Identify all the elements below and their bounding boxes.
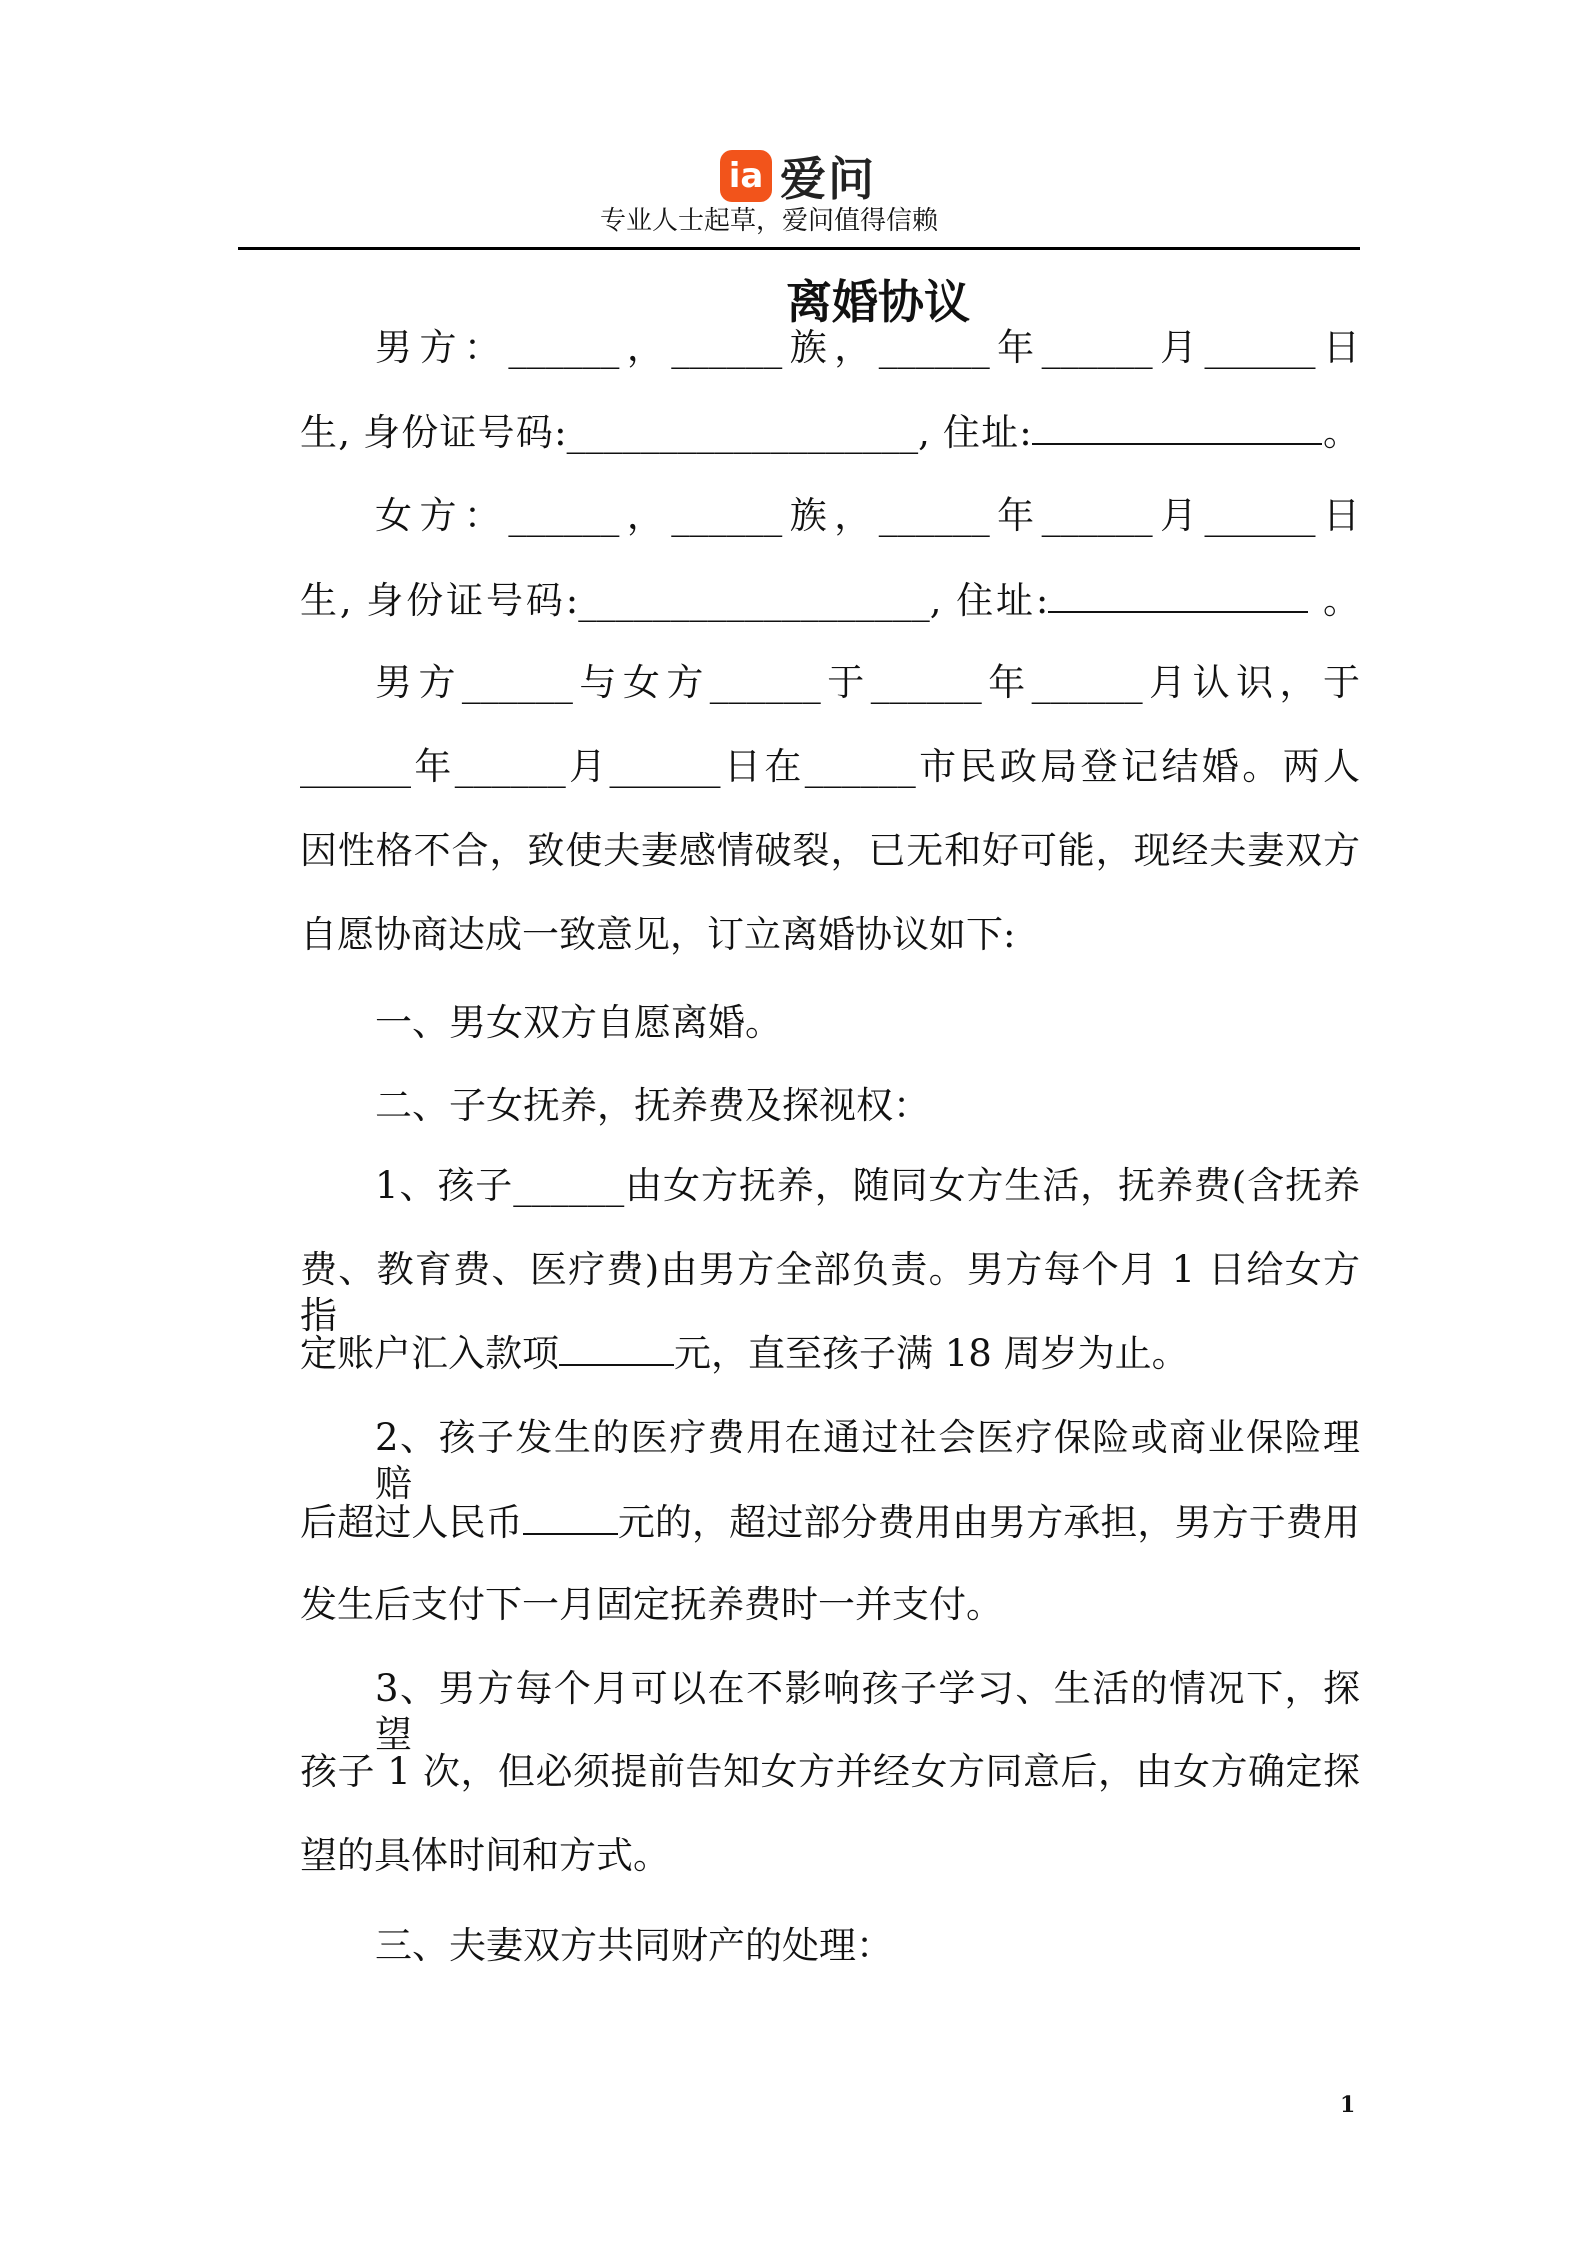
line-text: 孩子 1 次，但必须提前告知女方并经女方同意后，由女方确定探 [300, 1750, 1360, 1793]
line-text: 女方：______，______族，______年______月______日 [375, 494, 1360, 537]
line-text: 生, 身份证号码:___________________, 住址: [300, 411, 1032, 454]
paragraph-line [300, 1833, 1360, 1879]
paragraph-line [300, 912, 1360, 958]
paragraph-line [300, 409, 1360, 456]
paragraph-line [300, 1749, 1360, 1795]
line-text: 后超过人民币 [300, 1501, 523, 1544]
document-title: 离婚协议 [786, 275, 970, 329]
paragraph-line [300, 1247, 1360, 1339]
line-text: 1、孩子______由女方抚养，随同女方生活，抚养费(含抚养 [375, 1164, 1360, 1207]
paragraph-line [375, 1415, 1360, 1507]
paragraph-line [300, 577, 1360, 624]
fill-in-blank[interactable] [1032, 409, 1322, 445]
line-text: 费、教育费、医疗费)由男方全部负责。男方每个月 1 日给女方指 [300, 1248, 1360, 1337]
paragraph-line [300, 1582, 1360, 1628]
line-text: 生, 身份证号码:___________________, 住址: [300, 579, 1049, 622]
line-text: 男方______与女方______于______年______月认识，于 [375, 661, 1360, 704]
line-text: 二、子女抚养，抚养费及探视权： [375, 1084, 930, 1127]
fill-in-blank[interactable] [559, 1330, 674, 1366]
paragraph-line [375, 1163, 1360, 1209]
paragraph-line [375, 1923, 1360, 1969]
line-text: 发生后支付下一月固定抚养费时一并支付。 [300, 1583, 1003, 1626]
line-text: 。 [1321, 411, 1360, 454]
line-text: 元的，超过部分费用由男方承担，男方于费用 [617, 1501, 1361, 1544]
line-text: 2、孩子发生的医疗费用在通过社会医疗保险或商业保险理赔 [375, 1416, 1360, 1505]
fill-in-blank[interactable] [523, 1499, 618, 1535]
paragraph-line [300, 1330, 1360, 1377]
paragraph-line [300, 1499, 1360, 1546]
line-text: 望的具体时间和方式。 [300, 1834, 670, 1877]
line-text: 自愿协商达成一致意见，订立离婚协议如下: [300, 913, 1016, 956]
line-text: 3、男方每个月可以在不影响孩子学习、生活的情况下，探望 [375, 1667, 1360, 1756]
line-text: ______年______月______日在______市民政局登记结婚。两人 [300, 745, 1360, 788]
logo-text: 爱问 [780, 152, 876, 206]
paragraph-line [375, 1666, 1360, 1758]
tagline: 专业人士起草，爱问值得信赖 [599, 206, 938, 236]
paragraph-line [300, 828, 1360, 874]
fill-in-blank[interactable] [1048, 577, 1308, 613]
logo-icon: ia [720, 150, 772, 202]
paragraph-line [300, 744, 1360, 790]
tagline-row [0, 200, 1586, 237]
document-title-row [0, 266, 1586, 332]
page-number: 1 [1340, 2092, 1356, 2118]
paragraph-line [375, 1083, 1360, 1129]
line-text: 定账户汇入款项 [300, 1332, 559, 1375]
line-text: 男方：______，______族，______年______月______日 [375, 326, 1360, 369]
line-text: 因性格不合，致使夫妻感情破裂，已无和好可能，现经夫妻双方 [300, 829, 1360, 872]
paragraph-line [375, 660, 1360, 706]
header-divider [238, 247, 1360, 250]
line-text: 三、夫妻双方共同财产的处理： [375, 1924, 893, 1967]
paragraph-line [375, 493, 1360, 539]
paragraph-line [375, 325, 1360, 371]
line-text: 元，直至孩子满 18 周岁为止。 [674, 1332, 1189, 1375]
line-text: 一、男女双方自愿离婚。 [375, 1001, 782, 1044]
paragraph-line [375, 1000, 1360, 1046]
line-text: 。 [1308, 579, 1360, 622]
